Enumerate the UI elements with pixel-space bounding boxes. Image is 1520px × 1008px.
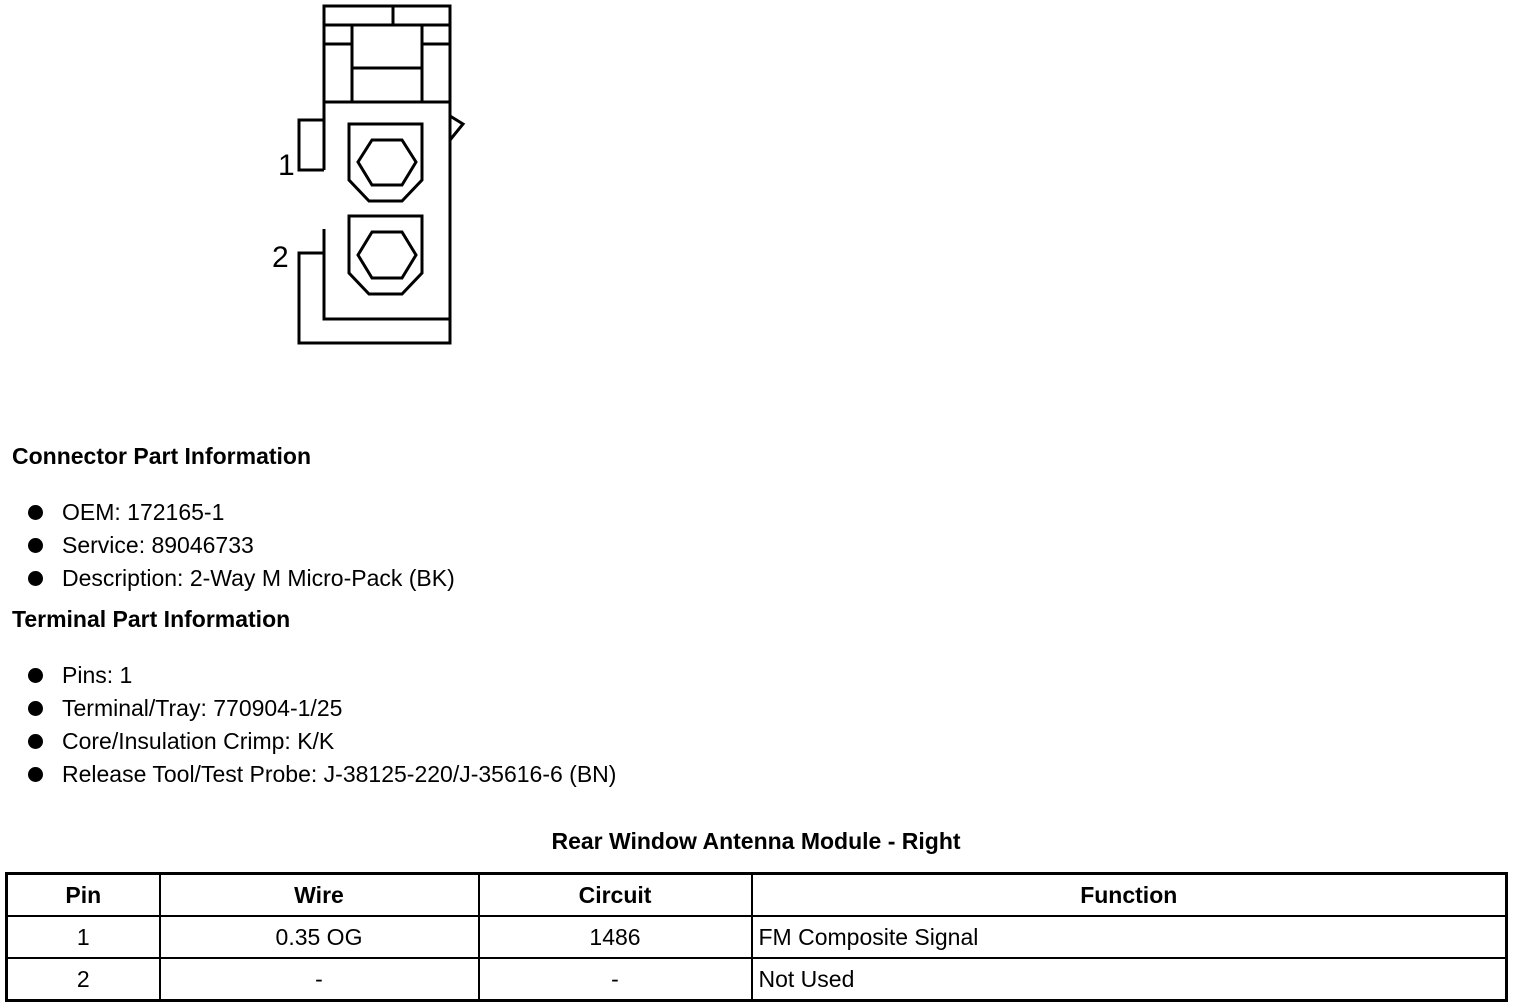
pin-1-label: 1 — [278, 149, 295, 182]
terminal-part-info-list — [28, 659, 616, 791]
pinout-table — [5, 872, 1508, 1002]
pin-2-terminal-icon — [358, 232, 416, 278]
connector-body — [299, 102, 450, 343]
list-item-text: Terminal/Tray: 770904-1/25 — [62, 695, 343, 721]
cell-wire: 0.35 OG — [160, 916, 479, 958]
table-header-row — [7, 874, 1507, 917]
connector-diagram — [0, 0, 1520, 360]
header-function: Function — [752, 874, 1507, 917]
list-item-text: Release Tool/Test Probe: J-38125-220/J-35616-6 (BN) — [62, 761, 617, 787]
header-circuit: Circuit — [479, 874, 752, 917]
cell-function: FM Composite Signal — [752, 916, 1507, 958]
bullet-icon — [28, 701, 43, 716]
connector-part-info-heading: Connector Part Information — [12, 443, 312, 469]
table-title: Rear Window Antenna Module - Right — [551, 828, 961, 854]
connector-latch — [324, 6, 450, 102]
bullet-icon — [28, 538, 43, 553]
list-item-text: Description: 2-Way M Micro-Pack (BK) — [62, 565, 455, 591]
terminal-part-info-heading: Terminal Part Information — [12, 606, 291, 632]
list-item-text: OEM: 172165-1 — [62, 499, 225, 525]
list-item — [28, 562, 455, 595]
list-item — [28, 529, 455, 562]
pin-2-label: 2 — [272, 241, 289, 274]
list-item-text: Pins: 1 — [62, 662, 133, 688]
pin-1-terminal-icon — [358, 140, 416, 185]
table-row — [7, 916, 1507, 958]
cell-wire: - — [160, 958, 479, 1001]
bullet-icon — [28, 767, 43, 782]
cell-pin: 1 — [7, 916, 160, 958]
cell-circuit: - — [479, 958, 752, 1001]
cell-function: Not Used — [752, 958, 1507, 1001]
cell-pin: 2 — [7, 958, 160, 1001]
bullet-icon — [28, 571, 43, 586]
list-item — [28, 692, 616, 725]
list-item — [28, 659, 616, 692]
bullet-icon — [28, 734, 43, 749]
list-item — [28, 496, 455, 529]
header-wire: Wire — [160, 874, 479, 917]
list-item-text: Core/Insulation Crimp: K/K — [62, 728, 335, 754]
table-row — [7, 958, 1507, 1001]
list-item — [28, 758, 616, 791]
bullet-icon — [28, 668, 43, 683]
list-item — [28, 725, 616, 758]
pin-2-cavity — [349, 216, 422, 294]
bullet-icon — [28, 505, 43, 520]
header-pin: Pin — [7, 874, 160, 917]
connector-part-info-list — [28, 496, 455, 595]
list-item-text: Service: 89046733 — [62, 532, 254, 558]
cell-circuit: 1486 — [479, 916, 752, 958]
